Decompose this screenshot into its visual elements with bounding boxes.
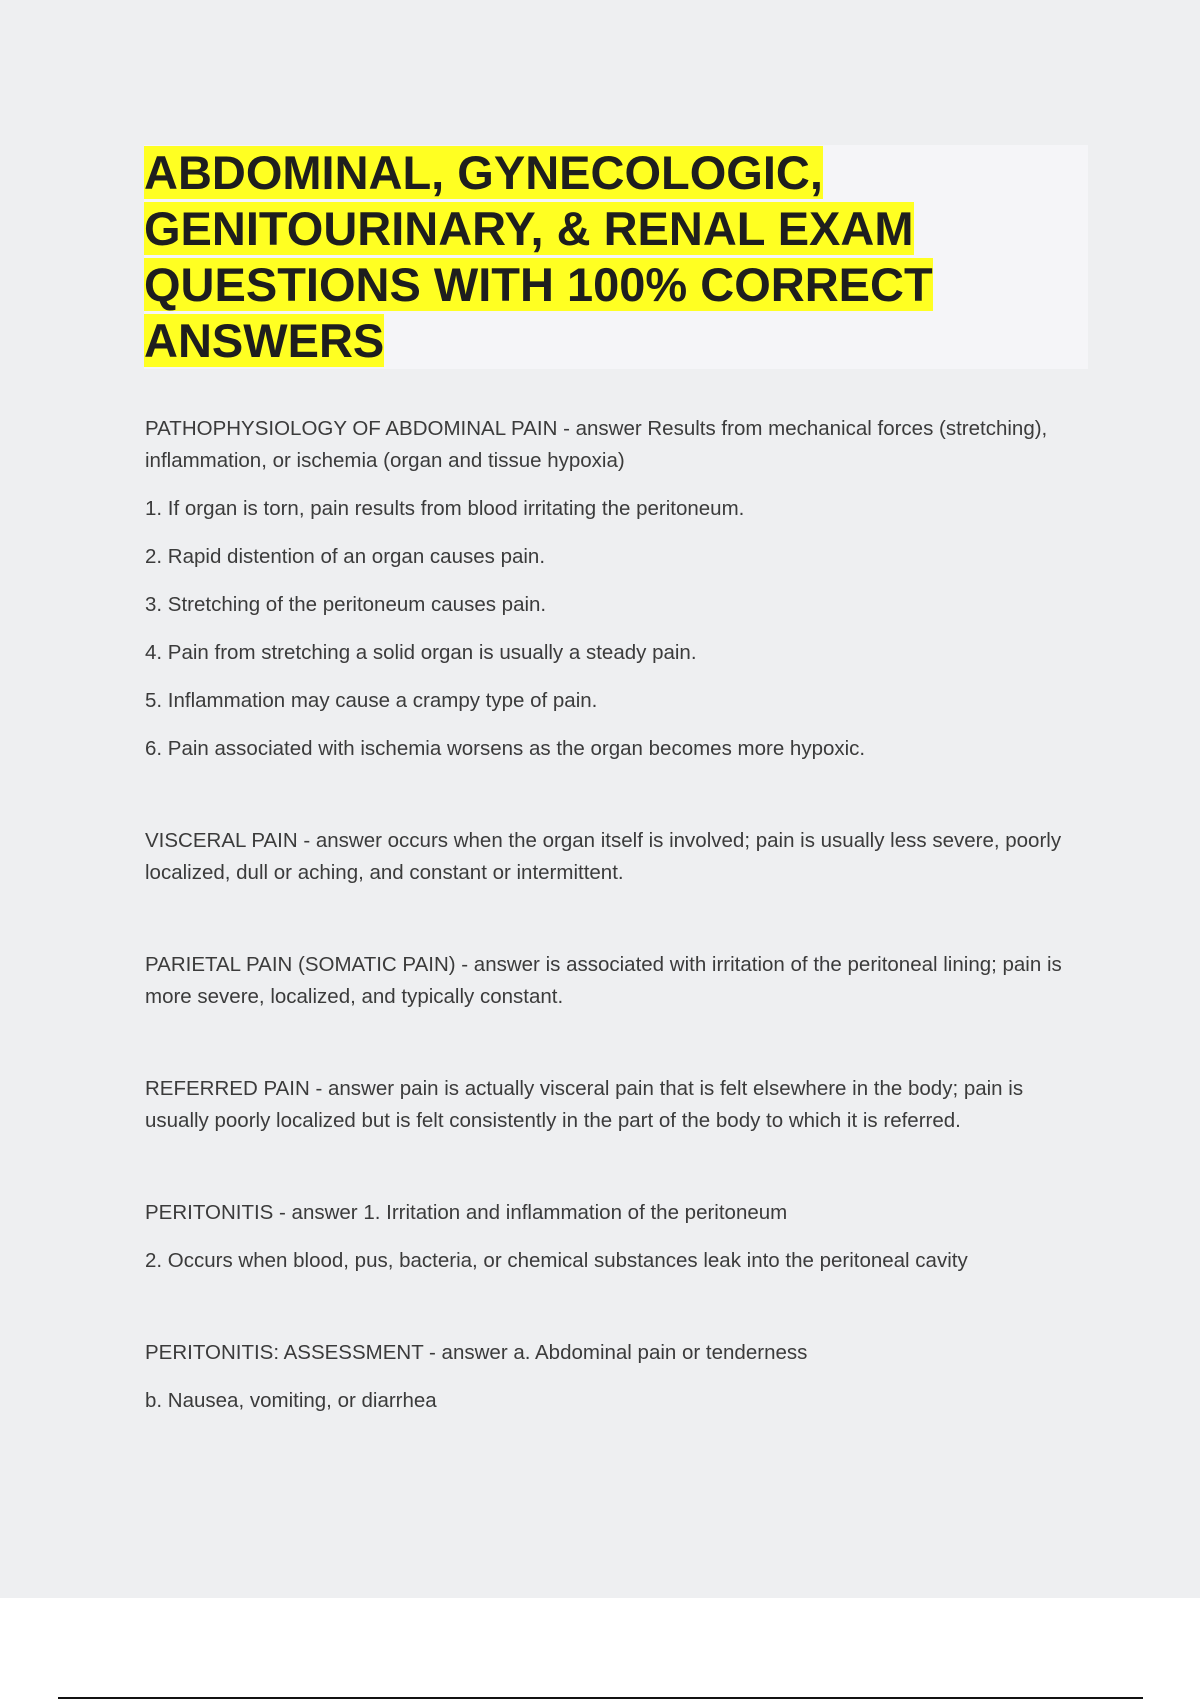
list-item: 4. Pain from stretching a solid organ is usually a steady pain. (145, 641, 697, 664)
section-heading-paragraph: PERITONITIS: ASSESSMENT - answer a. Abdominal pain or tenderness (145, 1341, 808, 1364)
document-body (145, 413, 1090, 1417)
list-item: b. Nausea, vomiting, or diarrhea (145, 1389, 437, 1412)
list-item: 2. Rapid distention of an organ causes pain. (145, 545, 546, 568)
title-highlight: ABDOMINAL, GYNECOLOGIC, GENITOURINARY, & RENAL EXAM QUESTIONS WITH 100% CORRECT ANSWERS (144, 146, 933, 367)
section-heading-paragraph: VISCERAL PAIN - answer occurs when the organ itself is involved; pain is usually less severe, poorly localized, dull or aching, and constant or intermittent. (145, 829, 1062, 884)
footer-divider (58, 1697, 1143, 1699)
section-pathophysiology (145, 413, 1090, 765)
section-heading-paragraph: REFERRED PAIN - answer pain is actually visceral pain that is felt elsewhere in the body; pain is usually poorly localized but is felt consistently in the part of the body to which it is referred. (145, 1077, 1024, 1132)
list-item: 1. If organ is torn, pain results from blood irritating the peritoneum. (145, 497, 745, 520)
section-parietal-pain (145, 949, 1090, 1013)
section-heading-paragraph: PERITONITIS - answer 1. Irritation and inflammation of the peritoneum (145, 1201, 788, 1224)
section-heading-paragraph: PATHOPHYSIOLOGY OF ABDOMINAL PAIN - answer Results from mechanical forces (stretching), inflammation, or ischemia (organ and tissue hypoxia) (145, 417, 1048, 472)
list-item: 3. Stretching of the peritoneum causes pain. (145, 593, 547, 616)
section-peritonitis (145, 1197, 1090, 1277)
section-peritonitis-assessment (145, 1337, 1090, 1417)
title-block (144, 145, 1088, 369)
section-visceral-pain (145, 825, 1090, 889)
document-title (144, 145, 974, 369)
section-heading-paragraph: PARIETAL PAIN (SOMATIC PAIN) - answer is associated with irritation of the peritoneal lining; pain is more severe, localized, and typically constant. (145, 953, 1062, 1008)
list-item: 6. Pain associated with ischemia worsens as the organ becomes more hypoxic. (145, 737, 866, 760)
list-item: 2. Occurs when blood, pus, bacteria, or chemical substances leak into the peritoneal cavity (145, 1249, 968, 1272)
list-item: 5. Inflammation may cause a crampy type of pain. (145, 689, 598, 712)
section-referred-pain (145, 1073, 1090, 1137)
